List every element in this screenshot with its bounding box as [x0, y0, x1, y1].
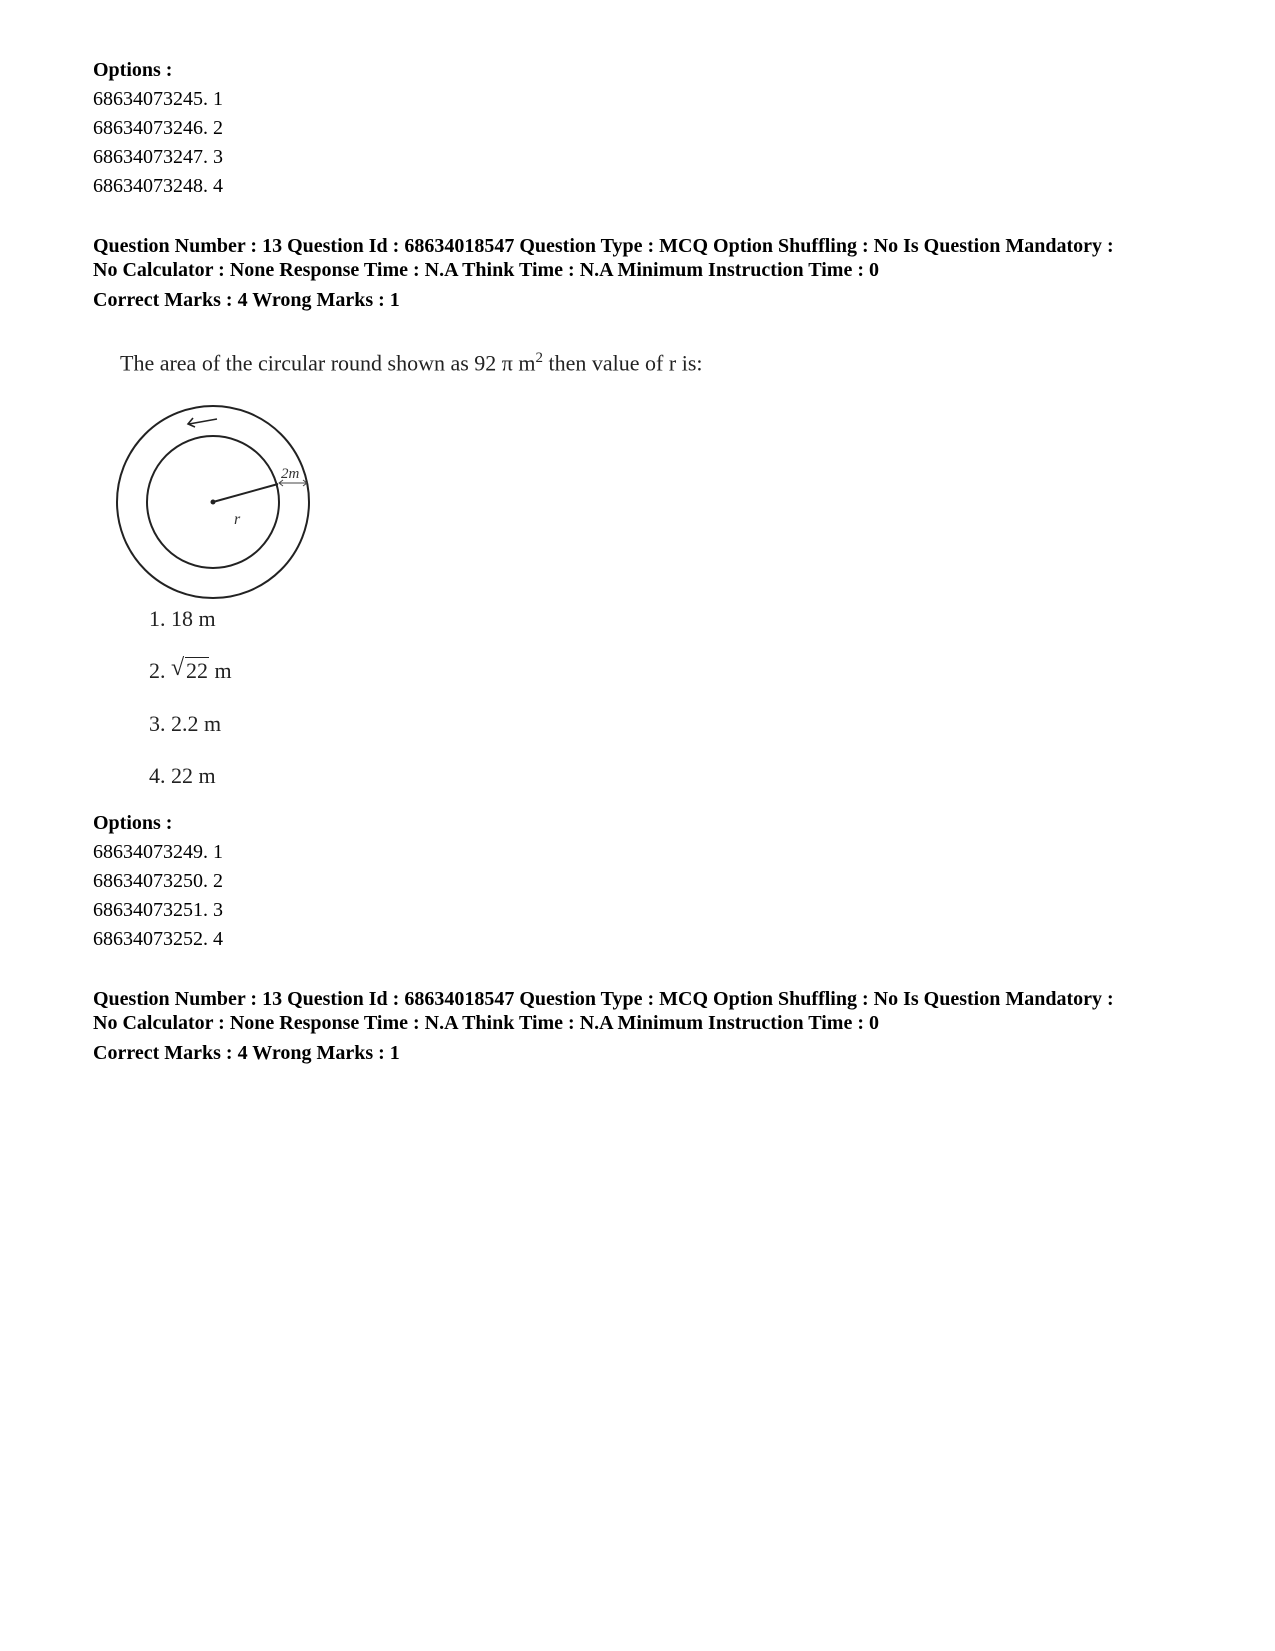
choice-2: 2. √ 22 m: [149, 655, 232, 683]
options-heading: Options :: [93, 812, 173, 834]
option-line: 68634073248. 4: [93, 175, 223, 197]
question-meta-line-1: Question Number : 13 Question Id : 68634018547 Question Type : MCQ Option Shuffling : No Is Question Mandatory :: [93, 988, 1114, 1010]
choice-3: 3. 2.2 m: [149, 711, 222, 736]
question-marks: Correct Marks : 4 Wrong Marks : 1: [93, 289, 400, 311]
question-marks: Correct Marks : 4 Wrong Marks : 1: [93, 1042, 400, 1064]
next-question-meta: [93, 987, 1213, 1065]
option-line: 68634073252. 4: [93, 928, 223, 950]
choice-4: 4. 22 m: [149, 763, 216, 788]
circular-track-diagram: [113, 402, 313, 602]
radius-label: r: [234, 511, 241, 528]
square-root: √ 22: [171, 655, 208, 683]
radius-line: [213, 484, 278, 502]
radical-sign-icon: √: [171, 655, 185, 681]
option-line: 68634073250. 2: [93, 870, 223, 892]
question-text: The area of the circular round shown as 92 π $m^2$ then value of r is:: [120, 350, 703, 376]
option-line: 68634073245. 1: [93, 88, 223, 110]
option-line: 68634073251. 3: [93, 899, 223, 921]
question-options: [93, 809, 1213, 954]
question-image: [93, 340, 813, 840]
superscript-2: 2: [535, 350, 544, 366]
previous-options: [93, 56, 1213, 201]
question-meta-line-2: No Calculator : None Response Time : N.A Think Time : N.A Minimum Instruction Time : 0: [93, 1012, 879, 1034]
option-line: 68634073247. 3: [93, 146, 223, 168]
option-line: 68634073249. 1: [93, 841, 223, 863]
question-meta-line-1: Question Number : 13 Question Id : 68634018547 Question Type : MCQ Option Shuffling : No Is Question Mandatory :: [93, 235, 1114, 257]
option-line: 68634073246. 2: [93, 117, 223, 139]
question-meta: [93, 234, 1213, 312]
options-heading: Options :: [93, 59, 173, 81]
direction-arrow-icon: [188, 418, 217, 427]
choice-1: 1. 18 m: [149, 606, 216, 631]
question-meta-line-2: No Calculator : None Response Time : N.A Think Time : N.A Minimum Instruction Time : 0: [93, 259, 879, 281]
width-label: 2m: [281, 466, 300, 482]
